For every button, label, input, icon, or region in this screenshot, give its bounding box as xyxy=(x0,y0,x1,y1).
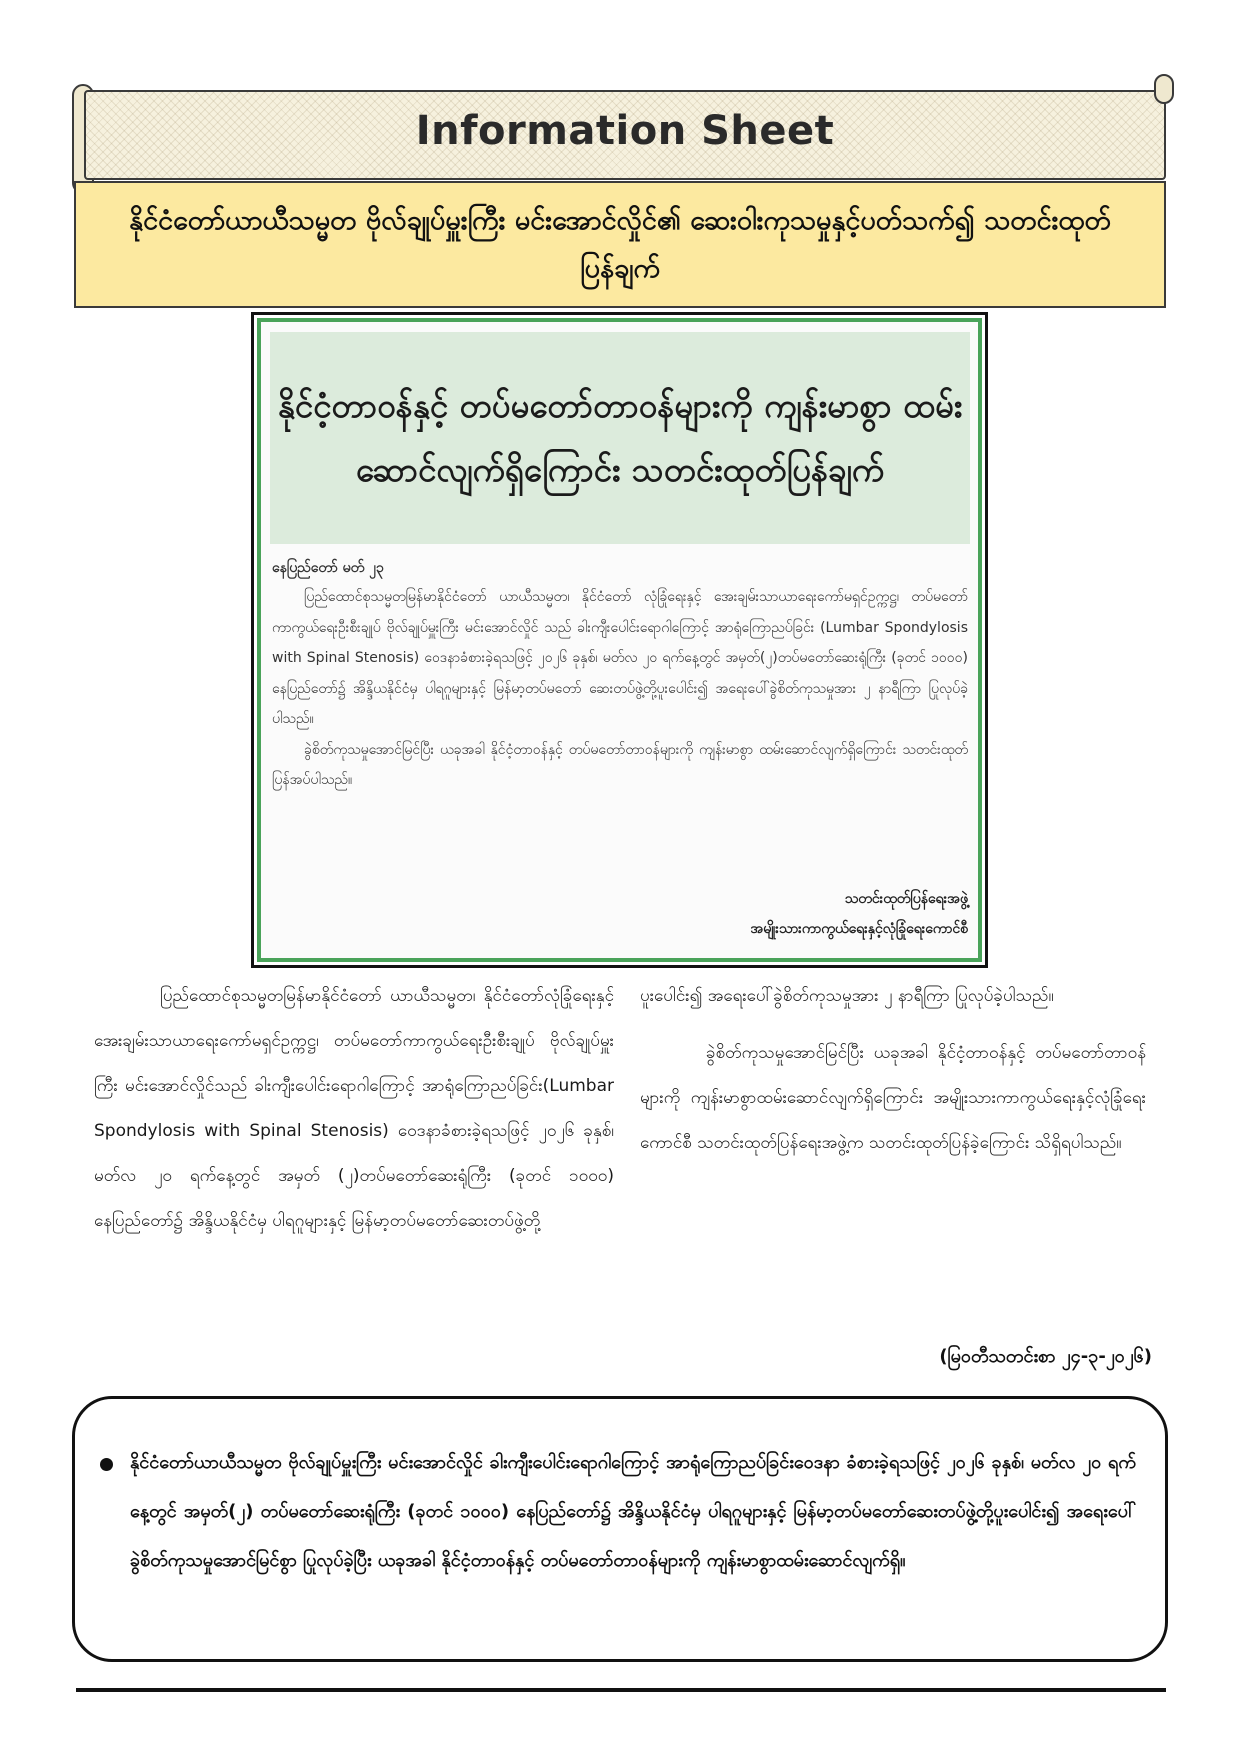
clipping-paragraph-2: ခွဲစိတ်ကုသမှုအောင်မြင်ပြီး ယခုအခါ နိုင်ငံ့တာဝန်နှင့် တပ်မတော်တာဝန်များကို ကျန်းမာစွာ ထမ်းဆောင်လျက်ရှိကြောင်း သတင်းထုတ်ပြန်အပ်ပါသည်။ xyxy=(272,741,968,788)
summary-text: နိုင်ငံတော်ယာယီသမ္မတ ဗိုလ်ချုပ်မှူးကြီး မင်းအောင်လှိုင် ခါးကျီးပေါင်းရောဂါကြောင့် အာရုံကြောညပ်ခြင်းဝေဒနာ ခံစားခဲ့ရသဖြင့် ၂၀၂၆ ခုနှစ်၊ မတ်လ ၂၀ ရက်နေ့တွင် အမှတ်(၂) တပ်မတော်ဆေးရုံကြီး (ခုတင် ၁၀၀၀) နေပြည်တော်၌ အိန္ဒိယနိုင်ငံမှ ပါရဂူများနှင့် မြန်မာ့တပ်မတော်ဆေးတပ်ဖွဲ့တို့ပူးပေါင်း၍ အရေးပေါ်ခွဲစိတ်ကုသမှုအောင်မြင်စွာ ပြုလုပ်ခဲ့ပြီး ယခုအခါ နိုင်ငံ့တာဝန်နှင့် တပ်မတော်တာဝန်များကို ကျန်းမာစွာထမ်းဆောင်လျက်ရှိ။ xyxy=(130,1452,1136,1571)
clipping-headline-box xyxy=(270,332,970,544)
clipping-body xyxy=(272,582,968,796)
article-left-text: ပြည်ထောင်စုသမ္မတမြန်မာနိုင်ငံတော် ယာယီသမ္မတ၊ နိုင်ငံတော်လုံခြုံရေးနှင့် အေးချမ်းသာယာရေးကော်မရှင်ဥက္ကဋ္ဌ၊ တပ်မတော်ကာကွယ်ရေးဦးစီးချုပ် ဗိုလ်ချုပ်မှူးကြီး မင်းအောင်လှိုင်သည် ခါးကျီးပေါင်းရောဂါကြောင့် အာရုံကြောညပ်ခြင်း(Lumbar Spondylosis with Spinal Stenosis) ဝေဒနာခံစားခဲ့ရသဖြင့် ၂၀၂၆ ခုနှစ်၊ မတ်လ ၂၀ ရက်နေ့တွင် အမှတ် (၂)တပ်မတော်ဆေးရုံကြီး (ခုတင် ၁၀၀၀) နေပြည်တော်၌ အိန္ဒိယနိုင်ငံမှ ပါရဂူများနှင့် မြန်မာ့တပ်မတော်ဆေးတပ်ဖွဲ့တို့ xyxy=(94,986,614,1231)
article-left-column xyxy=(94,974,614,1244)
page-title: Information Sheet xyxy=(415,108,835,154)
headline-text: နိုင်ငံတော်ယာယီသမ္မတ ဗိုလ်ချုပ်မှူးကြီး မင်းအောင်လှိုင်၏ ဆေးဝါးကုသမှုနှင့်ပတ်သက်၍ သတင်းထုတ်ပြန်ချက် xyxy=(129,204,1111,284)
clipping-signature-line-2: အမျိုးသားကာကွယ်ရေးနှင့်လုံခြုံရေးကောင်စီ xyxy=(750,921,968,937)
article-right-column xyxy=(640,974,1146,1166)
article-right-paragraph-1: ပူးပေါင်း၍ အရေးပေါ်ခွဲစိတ်ကုသမှုအား ၂ နာရီကြာ ပြုလုပ်ခဲ့ပါသည်။ xyxy=(640,986,1054,1006)
headline-box xyxy=(74,181,1166,308)
clipping-paragraph-1: ပြည်ထောင်စုသမ္မတမြန်မာနိုင်ငံတော် ယာယီသမ္မတ၊ နိုင်ငံတော် လုံခြုံရေးနှင့် အေးချမ်းသာယာရေးကော်မရှင်ဥက္ကဋ္ဌ၊ တပ်မတော်ကာကွယ်ရေးဦးစီးချုပ် ဗိုလ်ချုပ်မှူးကြီး မင်းအောင်လှိုင် သည် ခါးကျီးပေါင်းရောဂါကြောင့် အာရုံကြောညပ်ခြင်း (Lumbar Spondylosis with Spinal Stenosis) ဝေဒနာခံစားခဲ့ရသဖြင့် ၂၀၂၆ ခုနှစ်၊ မတ်လ ၂၀ ရက်နေ့တွင် အမှတ်(၂)တပ်မတော်ဆေးရုံကြီး (ခုတင် ၁၀၀၀) နေပြည်တော်၌ အိန္ဒိယနိုင်ငံမှ ပါရဂူများနှင့် မြန်မာ့တပ်မတော် ဆေးတပ်ဖွဲ့တို့ပူးပေါင်း၍ အရေးပေါ်ခွဲစိတ်ကုသမှုအား ၂ နာရီကြာ ပြုလုပ်ခဲ့ပါသည်။ xyxy=(272,589,968,727)
bottom-rule xyxy=(76,1688,1166,1692)
scroll-curl-right xyxy=(1154,74,1174,104)
clipping-headline: နိုင်ငံ့တာဝန်နှင့် တပ်မတော်တာဝန်များကို ကျန်းမာစွာ ထမ်းဆောင်လျက်ရှိကြောင်း သတင်းထုတ်ပြန်ချက် xyxy=(277,386,963,489)
clipping-signature-line-1: သတင်းထုတ်ပြန်ရေးအဖွဲ့ xyxy=(844,891,968,907)
bullet-icon xyxy=(100,1458,113,1471)
article-source: (မြဝတီသတင်းစာ ၂၄-၃-၂၀၂၆) xyxy=(939,1346,1152,1367)
clipping-signature xyxy=(520,884,968,944)
clipping-dateline: နေပြည်တော် မတ် ၂၃ xyxy=(272,560,384,576)
article-right-paragraph-2: ခွဲစိတ်ကုသမှုအောင်မြင်ပြီး ယခုအခါ နိုင်ငံ့တာဝန်နှင့် တပ်မတော်တာဝန်များကို ကျန်းမာစွာထမ်းဆောင်လျက်ရှိကြောင်း အမျိုးသားကာကွယ်ရေးနှင့်လုံခြုံရေးကောင်စီ သတင်းထုတ်ပြန်ရေးအဖွဲ့က သတင်းထုတ်ပြန်ခဲ့ကြောင်း သိရှိရပါသည်။ xyxy=(640,1043,1146,1153)
